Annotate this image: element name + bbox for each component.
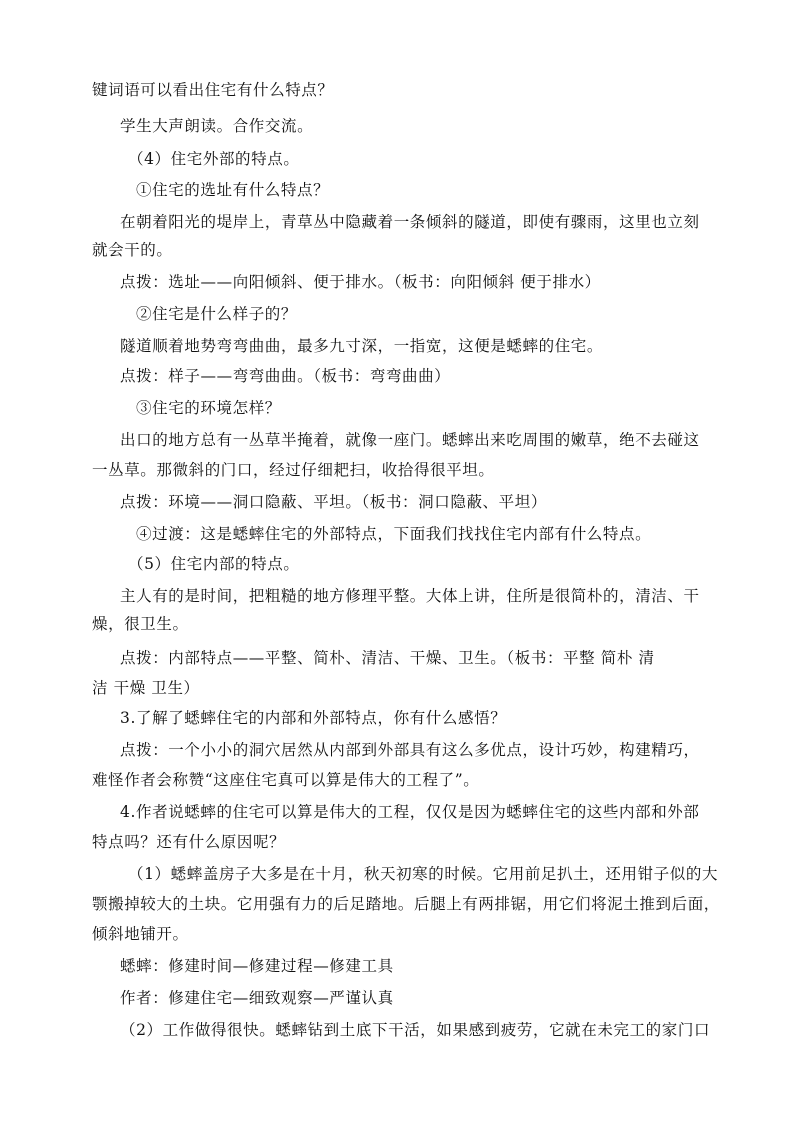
text-line: 4.作者说蟋蟀的住宅可以算是伟大的工程，仅仅是因为蟋蟀住宅的这些内部和外部 <box>120 803 700 821</box>
text-line: 点拨：选址——向阳倾斜、便于排水。（板书：向阳倾斜 便于排水） <box>120 273 601 291</box>
text-line: 在朝着阳光的堤岸上，青草丛中隐藏着一条倾斜的隧道，即使有骤雨，这里也立刻 <box>120 213 700 231</box>
text-line: ③住宅的环境怎样？ <box>136 399 281 417</box>
text-line: 点拨：样子——弯弯曲曲。（板书：弯弯曲曲） <box>120 367 451 385</box>
text-line: 点拨：内部特点——平整、简朴、清洁、干燥、卫生。（板书：平整 简朴 清 <box>120 649 655 667</box>
text-line: 就会干的。 <box>92 241 173 259</box>
text-line: 隧道顺着地势弯弯曲曲，最多九寸深，一指宽，这便是蟋蟀的住宅。 <box>120 337 604 355</box>
text-line: ①住宅的选址有什么特点？ <box>136 181 330 199</box>
text-line: ④过渡：这是蟋蟀住宅的外部特点，下面我们找找住宅内部有什么特点。 <box>136 525 652 543</box>
text-line: 3.了解了蟋蟀住宅的内部和外部特点，你有什么感悟？ <box>120 709 507 727</box>
text-line: 键词语可以看出住宅有什么特点？ <box>92 81 334 99</box>
text-line: （4）住宅外部的特点。 <box>128 150 300 168</box>
text-line: 主人有的是时间，把粗糙的地方修理平整。大体上讲，住所是很简朴的，清洁、干 <box>120 587 700 605</box>
text-line: 作者：修建住宅—细致观察—严谨认真 <box>120 989 394 1007</box>
text-line: （5）住宅内部的特点。 <box>128 555 300 573</box>
text-line: 颚搬掉较大的土块。它用强有力的后足踏地。后腿上有两排锯，用它们将泥土推到后面， <box>92 895 720 913</box>
text-line: 倾斜地铺开。 <box>92 925 189 943</box>
text-line: 洁 干燥 卫生） <box>92 679 200 697</box>
text-line: 一丛草。那微斜的门口，经过仔细耙扫，收拾得很平坦。 <box>92 461 495 479</box>
text-line: 蟋蟀：修建时间—修建过程—修建工具 <box>120 957 394 975</box>
text-line: （1）蟋蟀盖房子大多是在十月，秋天初寒的时候。它用前足扒土，还用钳子似的大 <box>128 865 719 883</box>
text-line: 点拨：一个小小的洞穴居然从内部到外部具有这么多优点，设计巧妙，构建精巧， <box>120 741 700 759</box>
text-line: 燥，很卫生。 <box>92 615 189 633</box>
text-line: （2）工作做得很快。蟋蟀钻到土底下干活，如果感到疲劳，它就在未完工的家门口 <box>120 1021 711 1039</box>
text-line: 特点吗？还有什么原因呢？ <box>92 833 286 851</box>
text-line: ②住宅是什么样子的？ <box>136 305 298 323</box>
text-line: 出口的地方总有一丛草半掩着，就像一座门。蟋蟀出来吃周围的嫩草，绝不去碰这 <box>120 431 700 449</box>
text-line: 学生大声朗读。合作交流。 <box>120 117 314 135</box>
text-line: 点拨：环境——洞口隐蔽、平坦。（板书：洞口隐蔽、平坦） <box>120 493 547 511</box>
text-line: 难怪作者会称赞“这座住宅真可以算是伟大的工程了”。 <box>92 771 480 789</box>
